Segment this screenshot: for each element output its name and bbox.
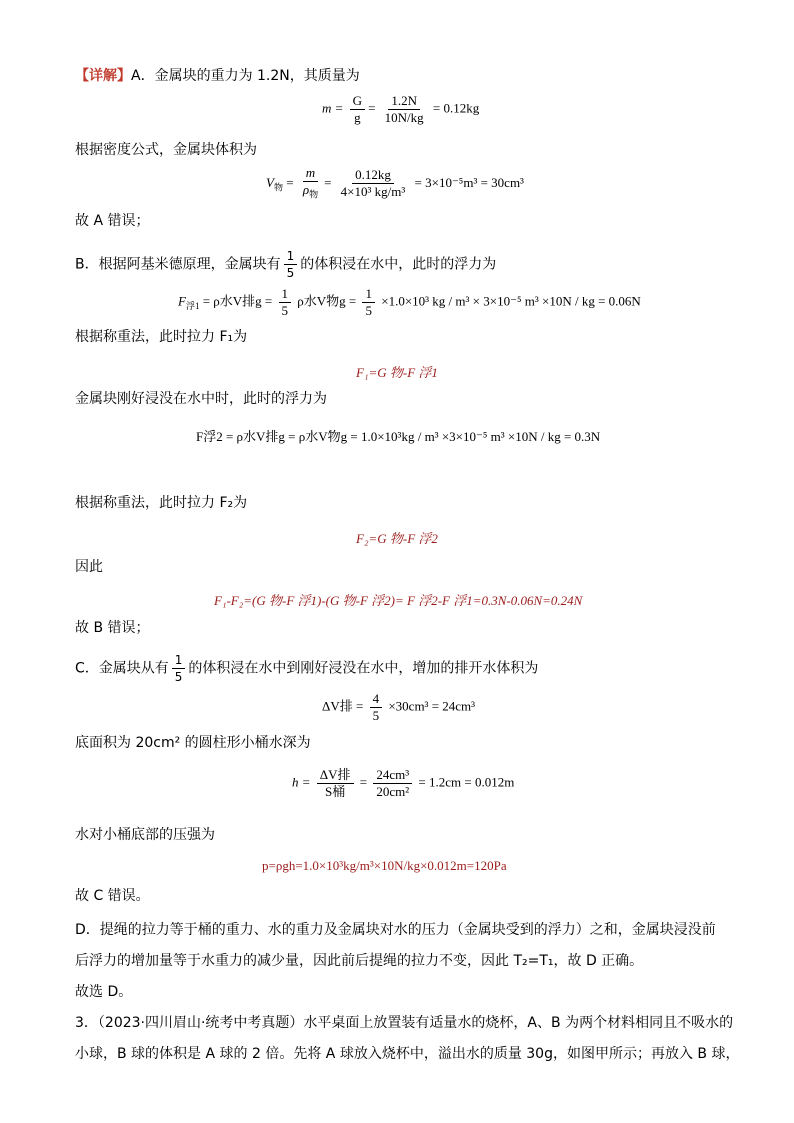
- text-line: 金属块刚好浸没在水中时，此时的浮力为: [75, 391, 327, 407]
- text-line: D．提绳的拉力等于桶的重力、水的重力及金属块对水的压力（金属块受到的浮力）之和，金属块浸没前: [75, 922, 716, 938]
- question-3-line-1: 3．（2023·四川眉山·统考中考真题）水平桌面上放置装有适量水的烧杯，A、B 为两个材料相同且不吸水的: [75, 1015, 734, 1031]
- text-line: 故 A 错误；: [75, 213, 150, 229]
- detail-tag: 【详解】: [75, 68, 131, 84]
- text-line: 根据称重法，此时拉力 F₂为: [75, 495, 248, 511]
- question-3-line-2: 小球，B 球的体积是 A 球的 2 倍。先将 A 球放入烧杯中，溢出水的质量 30g，如图甲所示；再放入 B 球，: [75, 1046, 740, 1062]
- text-line: 故选 D。: [75, 984, 133, 1000]
- text-line: 故 B 错误；: [75, 620, 150, 636]
- equation-delta-v: ΔV排 = $\frac{4}{5}$ ×30cm³ = 24cm³: [322, 691, 476, 723]
- text-line-c: C．金属块从有 $\frac{1}{5}$ 的体积浸在水中到刚好浸没在水中，增加的排开水体积为: [75, 653, 539, 684]
- text-line-b: B．根据阿基米德原理，金属块有 $\frac{1}{5}$ 的体积浸在水中，此时的浮力为: [75, 249, 497, 280]
- equation-buoyancy-1: $F_{浮1} = \rho$水V排g = $\frac{1}{5}$ ρ水V物g = $\frac{1}{5}$ ×1.0×10³ kg / m³ × 3×10⁻⁵ m³ ×10N / kg = 0.06N: [178, 286, 641, 318]
- equation-mass: m = $\frac{G}{g}$ = $\frac{1.2N}{10N/kg}$ = 0.12kg: [322, 93, 480, 125]
- equation-f2: F₂=G 物-F 浮2: [356, 531, 438, 546]
- text-line: 故 C 错误。: [75, 888, 150, 904]
- equation-buoyancy-2: F浮2 = ρ水V排g = ρ水V物g = 1.0×10³kg / m³ ×3×10⁻⁵ m³ ×10N / kg = 0.3N: [196, 429, 601, 444]
- detail-line-a: [75, 66, 360, 86]
- equation-volume: $V_物$ = $\frac{m}{\rho_物}$ = $\frac{0.12kg}{\text{4×10³ kg/m³}}$ = 3×10⁻⁵m³ = 30cm³: [266, 165, 524, 200]
- text-line: 根据称重法，此时拉力 F₁为: [75, 329, 248, 345]
- equation-pressure: p=ρgh=1.0×10³kg/m³×10N/kg×0.012m=120Pa: [262, 858, 507, 873]
- text-line: 根据密度公式，金属块体积为: [75, 142, 257, 158]
- text: A．金属块的重力为 1.2N，其质量为: [131, 68, 360, 84]
- equation-depth: h = $\frac{\text{ΔV排}}{\text{S桶}}$ = $\frac{\text{24cm³}}{\text{20cm²}}$ = 1.2cm = 0.012m: [292, 767, 515, 799]
- text-line: 因此: [75, 559, 103, 575]
- text-line: 水对小桶底部的压强为: [75, 827, 215, 843]
- equation-f1: F₁=G 物-F 浮1: [356, 365, 438, 380]
- text-line: 后浮力的增加量等于水重力的减少量，因此前后提绳的拉力不变，因此 T₂=T₁，故 D 正确。: [75, 953, 644, 969]
- text-line: 底面积为 20cm² 的圆柱形小桶水深为: [75, 735, 311, 751]
- equation-difference: F₁-F₂=(G 物-F 浮1)-(G 物-F 浮2)= F 浮2-F 浮1=0.3N-0.06N=0.24N: [214, 593, 583, 608]
